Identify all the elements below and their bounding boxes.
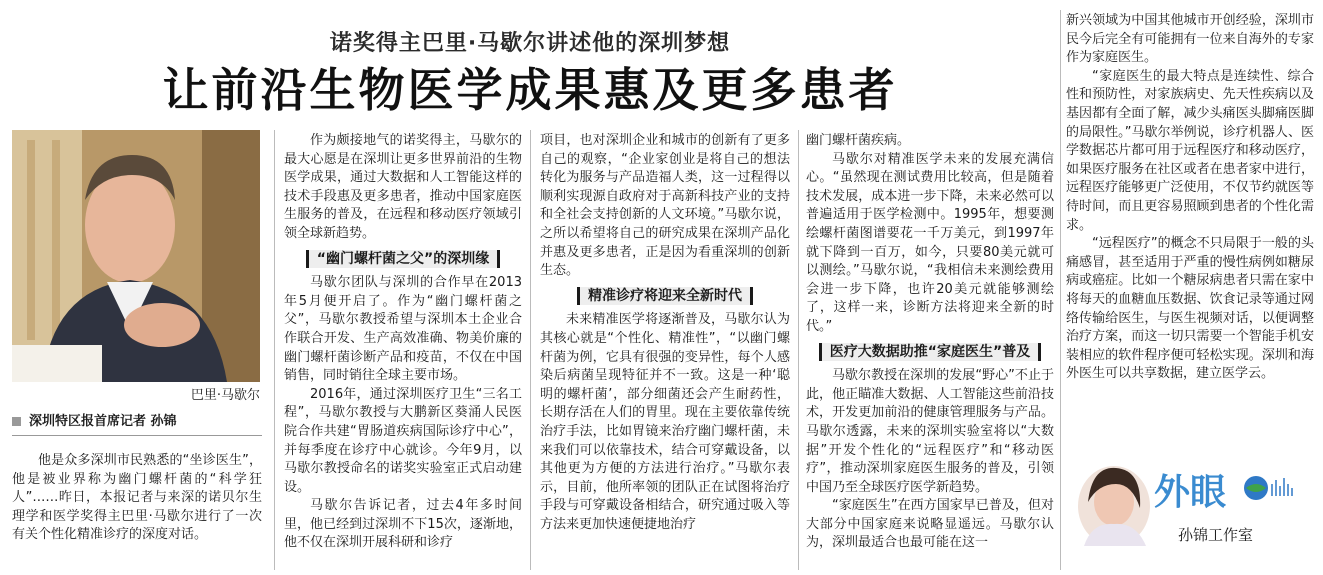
studio-logo-text: 外眼 <box>1154 472 1227 513</box>
studio-logo <box>1070 462 1316 566</box>
paragraph: 新兴领域为中国其他城市开创经验，深圳市民今后完全有可能拥有一位来自海外的专家作为家庭医生。 <box>1066 13 1314 66</box>
paragraph: 未来精准医学将逐渐普及，马歇尔认为其核心就是“个性化、精准性”，“以幽门螺杆菌为例，它具有很强的变异性，每个人感染后病菌呈现特征并不一致。这是一种‘聪明的螺杆菌’，部分细菌还会产生耐药性，长期存活在人们的胃里。现在主要依靠传统治疗手法，比如胃镜来治疗幽门螺杆菌，未来我们可以依靠技术，结合可穿戴设备，以其他更为方便的方法进行治疗。”马歇尔表示，目前，他所率领的团队正在试图将治疗手段与可穿戴设备相结合，研究通过吸入等方法来更加快速便捷地治疗 <box>540 312 790 532</box>
kicker: 诺奖得主巴里·马歇尔讲述他的深圳梦想 <box>329 31 731 56</box>
column-divider <box>274 130 275 570</box>
paragraph: 马歇尔对精准医学未来的发展充满信心。“虽然现在测试费用比较高，但是随着技术发展，成本进一步下降，未来必然可以普遍适用于医学检测中。1995年，想要测绘螺杆菌图谱要花一千万美元，到1997年就下降到一百万，如今，只要80美元就可以测绘。”马歇尔说，“我相信未来测绘费用会进一步下降，也许20美元就能够测绘了，这样一来，诊断方法将迎来全新的时代。” <box>806 151 1054 334</box>
column-2 <box>284 132 522 553</box>
portrait-photo <box>12 130 260 382</box>
paragraph: 马歇尔教授在深圳的发展“野心”不止于此，他正瞄准大数据、人工智能这些前沿技术，开发更加前沿的健康管理服务与产品。马歇尔透露，未来的深圳实验室将以“大数据”开发个性化的“远程医疗”和“移动医疗”，推动深圳家庭医生服务的普及，引领中国乃至全球医疗医学新趋势。 <box>806 368 1054 495</box>
studio-name: 孙锦工作室 <box>1178 526 1254 544</box>
paragraph: “家庭医生”在西方国家早已普及，但对大部分中国家庭来说略显遥远。马歇尔认为，深圳最适合也最可能在这一 <box>806 498 1054 551</box>
byline <box>12 410 262 436</box>
photo-caption: 巴里·马歇尔 <box>190 388 260 403</box>
headline: 让前沿生物医学成果惠及更多患者 <box>162 63 898 117</box>
subheading-2 <box>540 287 790 306</box>
paragraph: 作为颇接地气的诺奖得主，马歇尔的最大心愿是在深圳让更多世界前沿的生物医学成果，通过大数据和人工智能这样的技术手段惠及更多患者，推动中国家庭医生服务的普及，在远程和移动医疗领域引领全球新趋势。 <box>284 133 522 241</box>
portrait-illustration <box>12 130 260 382</box>
subheading-label: “幽门螺杆菌之父”的深圳缘 <box>306 250 500 269</box>
paragraph: 幽门螺杆菌疾病。 <box>806 133 911 148</box>
byline-text: 深圳特区报首席记者 孙锦 <box>29 414 177 429</box>
intro-paragraph: 他是众多深圳市民熟悉的“坐诊医生”，他是被业界称为幽门螺杆菌的“科学狂人”……昨日，本报记者与来深的诺贝尔生理学和医学奖得主巴里·马歇尔进行了一次有关个性化精准诊疗的深度对话。 <box>12 453 262 543</box>
subheading-label: 医疗大数据助推“家庭医生”普及 <box>819 343 1041 362</box>
intro-column <box>12 452 262 545</box>
paragraph: 马歇尔告诉记者，过去4年多时间里，他已经到过深圳不下15次，逐渐地，他不仅在深圳开展科研和诊疗 <box>284 498 522 551</box>
column-divider <box>1060 10 1061 570</box>
paragraph: 马歇尔团队与深圳的合作早在2013年5月便开启了。作为“幽门螺杆菌之父”，马歇尔教授希望与深圳本土企业合作联合开发、生产高效准确、物美价廉的幽门螺杆菌诊断产品和疫苗，不仅在中国销售，同时销往全球主要市场。 <box>284 275 522 384</box>
column-divider <box>798 130 799 570</box>
paragraph: “家庭医生的最大特点是连续性、综合性和预防性，对家族病史、先天性疾病以及基因都有全面了解，减少头痛医头脚痛医脚的局限性。”马歇尔举例说，诊疗机器人、医学数据芯片都可用于远程医疗和移动医疗，如果医疗服务在社区或者在患者家中进行，远程医疗能够更广泛使用，不仅节约就医等待时间，而且更容易照顾到患者的个性化需求。 <box>1066 68 1314 233</box>
column-3 <box>540 132 790 534</box>
paragraph: 2016年，通过深圳医疗卫生“三名工程”，马歇尔教授与大鹏新区葵涌人民医院合作共建“胃肠道疾病国际诊疗中心”，并每季度在诊疗中心就诊。今年9月，以马歇尔教授命名的诺奖实验室正式启动建设。 <box>284 386 522 495</box>
column-4 <box>806 132 1054 553</box>
subheading-1 <box>284 250 522 269</box>
column-5 <box>1066 12 1314 384</box>
byline-square-icon <box>12 417 21 426</box>
column-divider <box>530 130 531 570</box>
subheading-label: 精准诊疗将迎来全新时代 <box>577 287 753 306</box>
paragraph: 项目，也对深圳企业和城市的创新有了更多自己的观察，“企业家创业是将自己的想法转化为服务与产品造福人类，这一过程得以顺利实现源自政府对于高新科技产业的支持和全社会支持创新的人文环境。”马歇尔说，之所以希望将自己的研究成果在深圳产品化并惠及更多患者，正是因为看重深圳的创新生态。 <box>540 133 790 279</box>
subheading-3 <box>806 343 1054 362</box>
paragraph: “远程医疗”的概念不只局限于一般的头痛感冒，甚至适用于严重的慢性病例如糖尿病或癌症。比如一个糖尿病患者只需在家中将每天的血糖血压数据、饮食记录等通过网络传输给医生，与医生视频对话，以便调整治疗方案，而这一切只需要一个智能手机安装相应的软件程序便可轻松实现。深圳和海外医生可以共享数据，建立医学云。 <box>1066 236 1314 382</box>
